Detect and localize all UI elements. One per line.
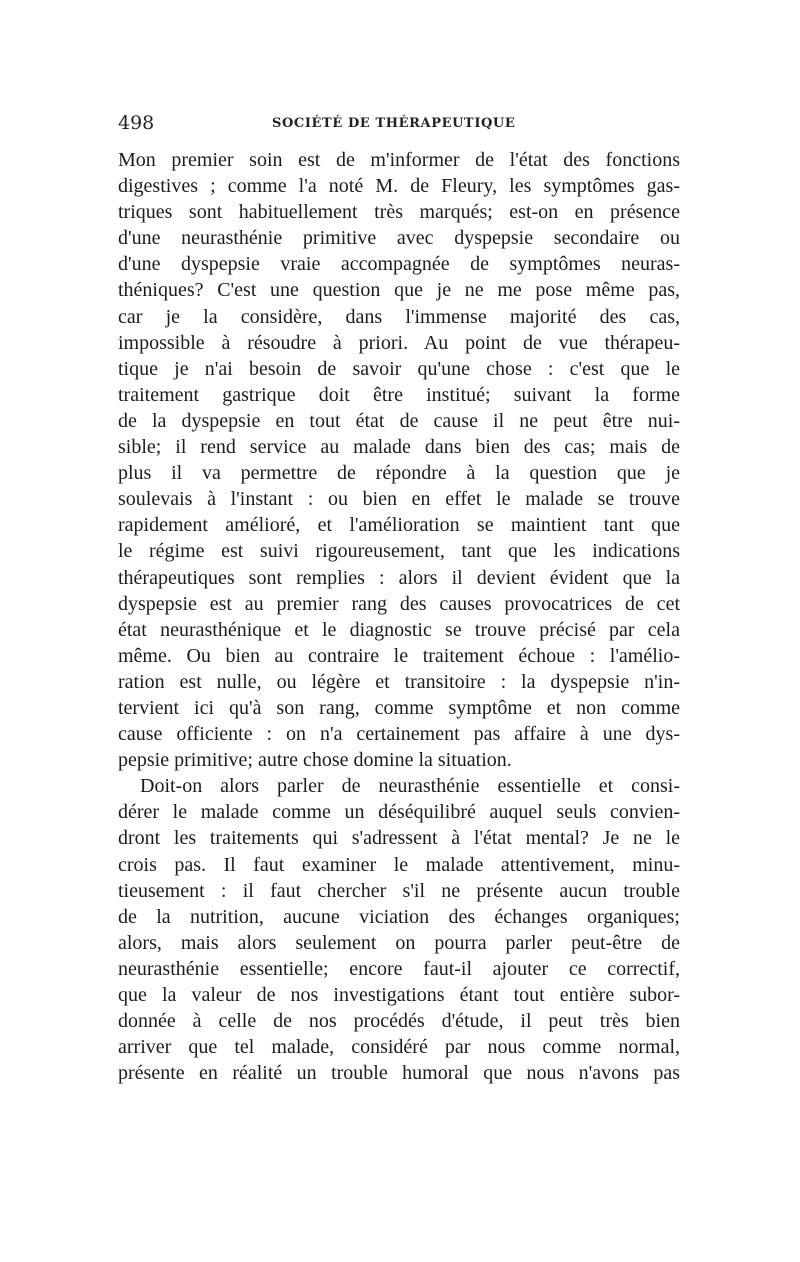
- text-line: pepsie primitive; autre chose domine la situation.: [118, 749, 512, 772]
- text-line: ration est nulle, ou légère et transitoire : la dyspepsie n'in-: [118, 670, 680, 693]
- text-line: que la valeur de nos investigations étant tout entière subor-: [118, 984, 680, 1006]
- text-line: alors, mais alors seulement on pourra parler peut-être de: [118, 931, 680, 954]
- text-line: d'une dyspepsie vraie accompagnée de symptômes neuras-: [118, 253, 680, 276]
- text-line: dyspepsie est au premier rang des causes provocatrices de cet: [118, 592, 680, 615]
- page-number: 498: [118, 112, 155, 134]
- text-line: crois pas. Il faut examiner le malade attentivement, minu-: [118, 853, 680, 876]
- text-line: d'une neurasthénie primitive avec dyspepsie secondaire ou: [118, 227, 680, 250]
- page-header: [118, 112, 680, 142]
- body-text: [118, 147, 680, 1086]
- paragraph: [118, 147, 680, 773]
- text-line: dérer le malade comme un déséquilibré auquel seuls convien-: [118, 801, 680, 824]
- text-line: cause officiente : on n'a certainement pas affaire à une dys-: [118, 723, 680, 746]
- text-line: donnée à celle de nos procédés d'étude, il peut très bien: [118, 1010, 680, 1033]
- paragraph: [118, 773, 680, 1086]
- text-line: sible; il rend service au malade dans bien des cas; mais de: [118, 436, 680, 459]
- running-head: SOCIÉTÉ DE THÉRAPEUTIQUE: [272, 116, 516, 131]
- text-line: le régime est suivi rigoureusement, tant que les indications: [118, 540, 680, 563]
- text-line: même. Ou bien au contraire le traitement échoue : l'amélio-: [118, 644, 680, 667]
- text-line: présente en réalité un trouble humoral que nous n'avons pas: [118, 1062, 680, 1085]
- text-line: Mon premier soin est de m'informer de l'état des fonctions: [118, 149, 680, 171]
- text-line: tervient ici qu'à son rang, comme symptôme et non comme: [118, 696, 680, 719]
- text-line: digestives ; comme l'a noté M. de Fleury, les symptômes gas-: [118, 175, 680, 198]
- text-line: car je la considère, dans l'immense majorité des cas,: [118, 305, 680, 328]
- text-line: arriver que tel malade, considéré par nous comme normal,: [118, 1036, 680, 1059]
- text-line: tique je n'ai besoin de savoir qu'une chose : c'est que le: [118, 357, 680, 380]
- text-line: état neurasthénique et le diagnostic se trouve précisé par cela: [118, 618, 680, 641]
- text-line: thérapeutiques sont remplies : alors il devient évident que la: [118, 566, 680, 589]
- text-line: dront les traitements qui s'adressent à l'état mental? Je ne le: [118, 827, 680, 850]
- text-line: rapidement amélioré, et l'amélioration se maintient tant que: [118, 514, 680, 537]
- text-line: théniques? C'est une question que je ne me pose même pas,: [118, 279, 680, 302]
- text-line: triques sont habituellement très marqués; est-on en présence: [118, 201, 680, 224]
- text-line: de la nutrition, aucune viciation des échanges organiques;: [118, 905, 680, 928]
- text-line: soulevais à l'instant : ou bien en effet le malade se trouve: [118, 488, 680, 511]
- text-line: traitement gastrique doit être institué; suivant la forme: [118, 383, 680, 406]
- text-line: plus il va permettre de répondre à la question que je: [118, 462, 680, 485]
- text-line: de la dyspepsie en tout état de cause il ne peut être nui-: [118, 409, 680, 432]
- text-line: tieusement : il faut chercher s'il ne présente aucun trouble: [118, 879, 680, 902]
- text-line: neurasthénie essentielle; encore faut-il ajouter ce correctif,: [118, 957, 680, 980]
- text-line: Doit-on alors parler de neurasthénie essentielle et consi-: [140, 775, 680, 798]
- text-line: impossible à résoudre à priori. Au point de vue thérapeu-: [118, 331, 680, 354]
